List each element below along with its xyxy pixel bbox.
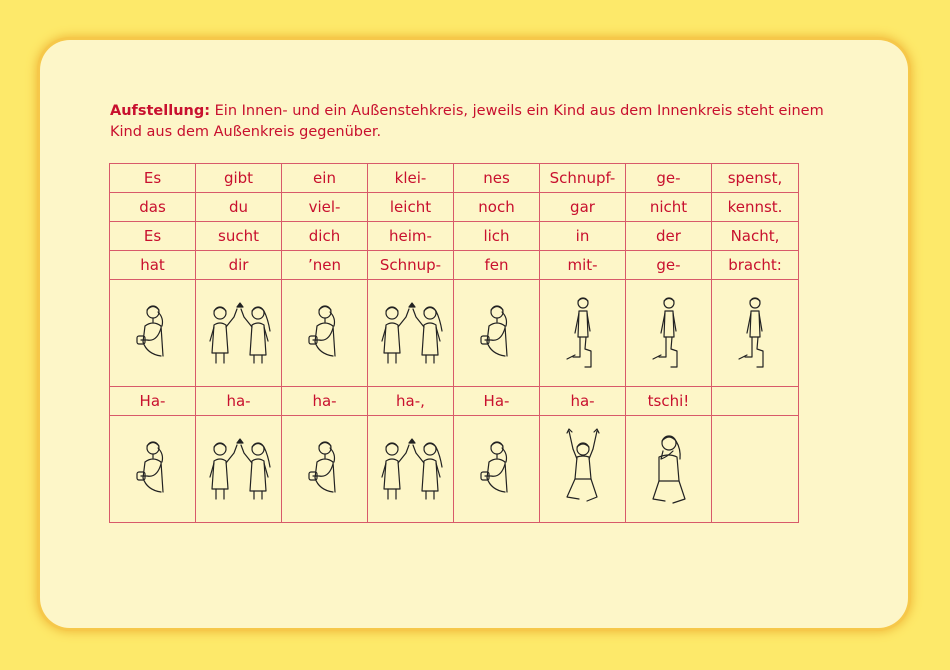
lyric-cell: in (540, 222, 626, 251)
gesture-cell (110, 416, 196, 523)
gesture-row (110, 416, 799, 523)
child-rubbing-hands-icon (110, 434, 195, 504)
lyric-cell: gibt (196, 164, 282, 193)
two-children-clapping-icon (368, 433, 453, 505)
gesture-cell (540, 280, 626, 387)
gesture-cell (626, 416, 712, 523)
gesture-cell (712, 416, 799, 523)
lyric-cell: spenst, (712, 164, 799, 193)
setup-label: Aufstellung: (110, 103, 211, 119)
lyric-cell: ha- (196, 387, 282, 416)
lyric-cell: heim- (368, 222, 454, 251)
lyric-cell: bracht: (712, 251, 799, 280)
lyric-cell: lich (454, 222, 540, 251)
two-children-clapping-icon (196, 297, 281, 369)
lyric-cell: tschi! (626, 387, 712, 416)
lyric-cell: fen (454, 251, 540, 280)
child-rubbing-hands-icon (454, 298, 539, 368)
lyric-cell: kennst. (712, 193, 799, 222)
lyric-cell: das (110, 193, 196, 222)
lyric-cell: klei- (368, 164, 454, 193)
gesture-cell (368, 280, 454, 387)
gesture-cell (196, 416, 282, 523)
lyric-row (110, 193, 799, 222)
child-rubbing-hands-icon (110, 298, 195, 368)
lyric-cell: ’nen (282, 251, 368, 280)
lyric-cell: sucht (196, 222, 282, 251)
lyric-cell: dich (282, 222, 368, 251)
lyric-cell: Nacht, (712, 222, 799, 251)
gesture-cell (110, 280, 196, 387)
lyric-cell: ge- (626, 164, 712, 193)
lyric-cell: Ha- (110, 387, 196, 416)
two-children-clapping-icon (196, 433, 281, 505)
lyric-cell: Schnupf- (540, 164, 626, 193)
gesture-cell (282, 416, 368, 523)
lyric-cell: dir (196, 251, 282, 280)
lyric-cell: du (196, 193, 282, 222)
lyric-cell: mit- (540, 251, 626, 280)
lyric-cell: hat (110, 251, 196, 280)
lyric-cell: ha- (540, 387, 626, 416)
lyric-cell: ha-, (368, 387, 454, 416)
child-stamping-foot-icon (626, 293, 711, 373)
lyric-row (110, 164, 799, 193)
gesture-cell (454, 280, 540, 387)
gesture-cell (712, 280, 799, 387)
lyric-cell: Ha- (454, 387, 540, 416)
lyric-cell: ha- (282, 387, 368, 416)
gesture-cell (626, 280, 712, 387)
child-stamping-foot-icon (540, 293, 625, 373)
lyric-cell: der (626, 222, 712, 251)
lyric-cell: ein (282, 164, 368, 193)
setup-text: Ein Innen- und ein Außenstehkreis, jeweils ein Kind aus dem Innenkreis steht einem Kind aus dem Außenkreis gegenüber. (110, 103, 824, 140)
lyric-row (110, 387, 799, 416)
gesture-cell (196, 280, 282, 387)
child-rubbing-hands-icon (282, 298, 367, 368)
song-table (109, 163, 799, 523)
child-rubbing-hands-icon (282, 434, 367, 504)
child-stamping-foot-icon (712, 293, 798, 373)
lyric-row (110, 222, 799, 251)
child-rubbing-hands-icon (454, 434, 539, 504)
two-children-clapping-icon (368, 297, 453, 369)
lyric-cell: noch (454, 193, 540, 222)
child-kneeling-sneezing-icon (626, 427, 711, 511)
lyric-cell: Es (110, 164, 196, 193)
lyric-cell: gar (540, 193, 626, 222)
lyric-row (110, 251, 799, 280)
child-kneeling-arms-up-icon (540, 427, 625, 511)
setup-instructions (110, 101, 850, 143)
lyric-cell: ge- (626, 251, 712, 280)
lyric-cell: Es (110, 222, 196, 251)
lyric-cell: leicht (368, 193, 454, 222)
lyric-cell: nes (454, 164, 540, 193)
lyric-cell: Schnup- (368, 251, 454, 280)
lyric-cell: viel- (282, 193, 368, 222)
gesture-cell (540, 416, 626, 523)
gesture-cell (282, 280, 368, 387)
lyric-cell: nicht (626, 193, 712, 222)
gesture-cell (368, 416, 454, 523)
gesture-row (110, 280, 799, 387)
lyric-cell (712, 387, 799, 416)
gesture-cell (454, 416, 540, 523)
